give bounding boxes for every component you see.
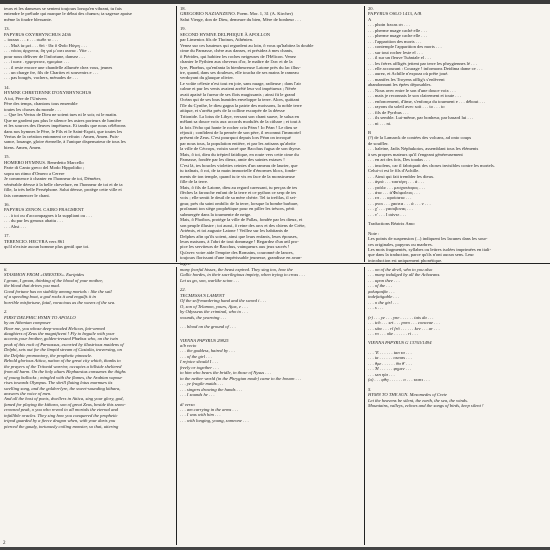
text-line: . . . ν' . . . Ι σάντε . . .: [368, 211, 407, 217]
text-line: . . . insolens, car il fabriquait des choses invisibles contre les mortels.: [368, 162, 495, 168]
text-line: . . . on of the devil, who to you also: [368, 267, 433, 272]
text-line: ces originales, papyrus ou marbres.: [368, 241, 433, 247]
text-line: 17.: [4, 233, 10, 239]
text-line: . . . Ahst . . .: [4, 223, 27, 229]
text-line: . . . du pur les genoux abattu . . .: [4, 218, 63, 224]
text-line: A: [368, 16, 372, 22]
text-line: . . . επ . . . αροίσατα . . .: [368, 195, 412, 201]
text-line: . . . pas bougés, vachers, ménades de . . .: [4, 75, 79, 81]
text-line: de souffler.: [368, 140, 389, 146]
text-line: Que ne gardent pas plus le silence les astres porteurs de lumière: [4, 117, 122, 123]
text-line: attique, et s'arrêta près de la colline escarpée de la déesse: [180, 108, 285, 114]
text-line: PAPYRUS ZENON. CAIRO FRAGMENT: [4, 207, 84, 213]
page-number: 2: [3, 541, 6, 546]
text-line: SECOND HYMNE DELPHIQUE À APOLLON: [180, 31, 271, 37]
text-line: . . . of the . . .: [368, 283, 393, 289]
text-line: Les points de suspension (...) indiquent les lacunes dans les sour-: [368, 236, 488, 242]
text-line: à ses propres mateurs qu'il t'engeant généreusement: [368, 151, 463, 157]
text-line: from all harm. On the holy altars Hephaestus consumes the thighs: [4, 369, 126, 375]
text-line: Les mots fragmentés, syllabes ou lettres isolées imprimées en itali-: [368, 247, 491, 253]
english-column-1: [4, 267, 174, 545]
text-line: to the nether world (in the Phrygian mode) came to the bosom . . .: [180, 375, 302, 381]
text-line: . . . I sounds he . . .: [180, 392, 215, 398]
text-line: . . . ni . . . ni.: [368, 120, 392, 126]
text-line: swelling song, and the golden-lyre, the sweet-sounding kithara,: [4, 385, 121, 391]
text-line: tre, quand, dans ses douleurs, elle toucha de ses mains le rameau: [180, 69, 299, 75]
text-line: 18.: [180, 6, 186, 11]
text-line: 22.: [180, 287, 186, 293]
text-line: PAPYRUS OSLO 1413, A/B: [368, 11, 422, 17]
text-line: . . . enfoncement, d'âme, s'enfonça du tourment e . . . débout . . .: [368, 98, 486, 104]
text-line: . . . singers drawing the hands . . .: [180, 386, 243, 392]
text-line: . . . with longing, young, someone . . .: [180, 417, 249, 423]
text-line: indefatigable . . .: [368, 294, 400, 300]
text-line: . . . ἰ κατε . ηρμηνευτε, ηφομίαε . . .: [4, 59, 70, 65]
text-line: daughters of Zeus the magnificent ! Fly to beguile with your: [4, 330, 115, 336]
text-line: réjouit ; confident de la pensée de son père, il reconnut l'immortel: [180, 129, 301, 135]
text-line: et les sources des fleuves impétueux. Et tandis que nous célébrons: [4, 123, 126, 129]
text-line: peak of this rock of Parnassus, escorted by illustrious maidens of: [4, 341, 124, 347]
text-line: Père des temps, chantons tous ensemble: [4, 101, 78, 107]
text-line: . . . ta . . . . . . oseιαs . . .: [368, 355, 412, 361]
text-line: . . . ρνοι . . . χασιτα . . . ά . . . ν . . .: [368, 200, 431, 206]
text-line: la fois l'écho qui hante le rocher cria Péan ! Io Péan ! Le dieu se: [180, 124, 298, 130]
text-line: crowned peak, o you who reveal to all mortals the eternal and: [4, 407, 118, 413]
text-line: Mais, ô toi, dieu du trépied fatidique, en route vers cette cime du: [180, 151, 299, 157]
text-line: I rejoice should I . . .: [180, 359, 219, 365]
text-line: . . . Ἡ . . . . . . φημεν . . .: [368, 366, 412, 372]
top-edge: [0, 0, 550, 4]
text-line: Mais, ô Phoibos, protège la ville de Pallas, fondée par les dieux, et: [180, 217, 303, 223]
text-line: . . . ye fragile maids . . .: [180, 381, 224, 387]
text-line: Behold glorious Attica, nation of the great city which, thanks to: [4, 358, 121, 364]
text-line: Let the heavens be silent, the earth, the sea, the winds.: [368, 397, 469, 403]
text-line: VIENNA PAPYRUS G 13763/1494: [368, 340, 432, 346]
text-line: . . . upon thee . . .: [368, 277, 400, 283]
text-line: Good fortune has no stability among mortals : like the sail: [4, 288, 112, 294]
text-line: . . . am carrying in the arms . . .: [180, 406, 239, 412]
text-line: biens. Amen, Amen.: [4, 144, 42, 150]
text-line: .. ioraaa . . . ε . . . σωθε τε . . .: [4, 37, 59, 43]
text-line: I groan, I groan, thinking of the blood of your mother,: [4, 277, 103, 283]
text-line: many fearful hisses, the beast expired. They sing too, how the: [180, 267, 293, 272]
text-line: cime du Parnasse, chère aux danses, et présidez à mes chants,: [180, 48, 294, 54]
text-line: Let us go, son, warlike scion . . .: [180, 277, 240, 283]
text-line: . . . en art des fois, Des toadas . . .: [368, 157, 430, 163]
text-line: . . . aurez, et Achille n'expoza où prête joué.: [368, 71, 449, 77]
text-line: the prayers of the Tritonid warrior, occupies a hillside sheltered: [4, 363, 122, 369]
text-line: . . . les frères affligés jettent par terre les phrygiennes lé . . .: [368, 60, 477, 66]
text-line: . . . tch . . . srt . . . poro . . . conceae . . .: [368, 320, 440, 326]
text-line: voix ; elle sentit le deuil de sa mère chérie. Tel ta trefilas, il sei-: [180, 195, 297, 201]
text-line: gnur, près du saint ombilic de la terre, lorsque la bombe barbare,: [180, 200, 299, 206]
text-line: toujours florissant d'une impérissable jeunesse, grandisse en avan-: [180, 255, 302, 261]
text-line: Mountains, valleys, echoes and the songs of birds, keep silent !: [368, 402, 484, 408]
text-line: d/ verso: [180, 401, 195, 407]
text-line: leurs maisons, à l'abri de tout dommage ! Regardez d'un œil pro-: [180, 239, 299, 245]
text-line: fille, la très belle Perséphone. Salut déesse, protège cette ville et: [4, 187, 122, 193]
text-line: calme et pur les vents avaient arrêté leur vol impétueux ; Nérée: [180, 86, 297, 92]
text-line: Celui-ci est le fils d'Achille.: [368, 168, 420, 174]
text-line: l'île du Cynthe, le dieu gagna la patrie des moissons, la noble terre: [180, 102, 302, 108]
text-line: Salut Vierge, don de Dieu, demeure du bien, Mère de bonheur . . .: [180, 16, 301, 22]
text-line: ments de ton temple, quand tu te vis en face de la monstrueuse: [180, 173, 295, 179]
text-line: B: [368, 129, 372, 135]
column-divider: [176, 6, 177, 262]
text-line: . . . χ' . . . γασυβονας . . .: [368, 206, 413, 212]
text-line: to him who bears the bridle, in those of Nysus . . .: [180, 370, 272, 376]
text-line: Vertus de la création entonnent ce refrain : Amen, Amen. Puis-: [4, 133, 120, 139]
text-line: rises towards Olympus. The shrill fluting lotus murmurs its: [4, 380, 113, 386]
text-line: tripod guarded by a fierce dragon when, with your darts you: [4, 418, 116, 424]
column-divider: [176, 267, 177, 545]
text-line: Parnasse, fondée par les dieux, amie des saintes extases !: [180, 157, 285, 163]
text-line: . . . l'apparition des morts . . .: [368, 38, 422, 44]
text-line: 2.: [4, 309, 8, 315]
text-line: Note :: [368, 230, 380, 236]
text-line: . . . s . . .: [368, 305, 384, 311]
text-line: introduction est uniquement phonétique.: [368, 257, 443, 263]
text-line: ô Piérides, qui habitez les roches neigeuses de l'Hélicon. Venez: [180, 53, 296, 59]
text-line: by Odysseus the criminal, who to . . .: [180, 309, 248, 315]
text-line: STASIMON FROM «ORESTES». Euripides: [4, 272, 85, 278]
text-line: profanant ton siège prophétique pour en piller les trésors, périt: [180, 206, 295, 212]
text-line: HYMNE CHRETIENNE D'OXYRHYNCHUS: [4, 90, 92, 96]
text-line: 20.: [368, 6, 374, 11]
text-line: Tritonide. La lotus de Libye, versant son chant suave, le salua en: [180, 113, 299, 119]
text-line: . . . o the girl . . .: [368, 299, 399, 305]
text-line: Gallic hordes, in their sacrilegious impiety, when trying to cross . . .: [180, 272, 306, 278]
text-line: HOMERO HYMNUS. Benedetto Marcello: [4, 159, 84, 165]
text-line: PAPYRUS OXYRHYNCHUS 2436: [4, 31, 71, 37]
text-line: . . . contemple l'apparition des morts . . .: [368, 44, 442, 50]
text-line: (a) . . . φθη . . . . . . ο . . . τκατι . . .: [368, 377, 430, 383]
text-line: O, son of Telamon, yours, Ajax, e . . .: [180, 303, 248, 309]
text-line: vénérable déesse à la belle chevelure, en l'honneur de toi et de ta: [4, 181, 123, 187]
text-line: of young bullocks ; mingled with the flames, the Arabian vapour: [4, 374, 123, 380]
text-line: freely or together . . .: [180, 364, 219, 370]
text-line: . . . blood on the ground of . . .: [180, 324, 236, 330]
text-line: (r) . . . ye . . . yne . . . . . . tais da . . .: [368, 314, 434, 320]
text-line: lyre, Phœbus, qu'enfanta la bienheureuse Latone près du lac illus-: [180, 64, 301, 70]
text-line: Qu'avec votre aide l'empire des Romains, couronné de lances,: [180, 249, 294, 255]
text-line: sopra un ritmo d'Omero a Cerere: [4, 170, 65, 176]
section-divider: [0, 263, 550, 264]
text-line: GREGORIO NAZIANZENO. Poem. Mor. 1, 31 (A. Kircher): [180, 11, 293, 17]
text-line: the Delphic promontory, the prophetic pinnacle.: [4, 352, 93, 358]
text-line: Of the self-murdering hand and the sword i . . .: [180, 298, 267, 304]
text-line: verdoyant du glauque olivier.: [180, 75, 234, 81]
text-line: flèches la farouche enfant de la terre et ce python ce serp de tes: [180, 189, 297, 195]
text-line: Artémis, et toi auguste Latone ! Veillez sur les habitants de: [180, 228, 289, 234]
text-line: pice les serviteurs de Bacchus, vainqueurs aux jeux sacrés !: [180, 244, 290, 250]
text-line: pierced the gaudy, tortuously coiling monster, so that, uttering: [4, 423, 119, 429]
text-line: . . . γσάλε . . . μεσχυπέαρος . . .: [368, 184, 426, 190]
text-line: 19.: [180, 26, 186, 32]
text-line: . . . phoin fracas στ . . .: [368, 22, 410, 28]
text-line: par nous tous, la population entière, et par les artisans qu'abrite: [180, 140, 296, 146]
text-line: HYMN TO THE SUN. Mesomedes of Crete: [368, 392, 447, 398]
text-line: fais commencer le chant.: [4, 192, 50, 198]
text-line: Traductions Béatrix Amo: [368, 221, 415, 227]
text-line: que dans la traduction, parce qu'ils n'ont aucun sens. Leur: [368, 252, 474, 258]
text-line: Le voûte céleste n'est tout en joie, sans nuage, radieuse ; dans l'air: [180, 80, 302, 86]
text-line: . . . Nous avec entre le son d'une douce voix . . .: [368, 87, 456, 93]
text-line: . . . il reste encore une chandelle allumée chez vous, jeunes: [4, 64, 113, 70]
text-line: la ville de Cécrops, voisin sacré que Bacchus fugua de son thyrse.: [180, 146, 302, 152]
text-line: . . . many indulged by all the Achaeans.: [368, 272, 441, 278]
text-line: 5.: [368, 386, 372, 392]
column-divider: [364, 6, 365, 262]
english-column-3: [368, 267, 546, 545]
english-column-2: [180, 267, 361, 545]
text-line: mêlant sa douce voix aux accords modulés de la cithare ; et tout à: [180, 119, 301, 125]
text-line: . . . the goddess, haired by . . .: [180, 348, 235, 354]
text-line: TECMESSA'S LAMENT: [180, 292, 225, 298]
text-line: tu traînais, ô roi, de ta main immortelle d'énormes blocs, fonde-: [180, 168, 297, 174]
text-line: son peuple illustre ; toi aussi, ô reine des arcs et des chiens de Crète,: [180, 222, 306, 228]
text-line: . . . il sur un fleuve Tuàntale el . . .: [368, 55, 431, 61]
text-line: 6.: [4, 267, 8, 272]
text-line: . . . manifes les Troyens afflig's s'enlèvent: [368, 76, 445, 82]
text-line: . . . of the girl . . .: [180, 353, 212, 359]
text-line: . . . άτα . . . ά'Φιόφαλτος . . .: [368, 189, 420, 195]
text-line: . . . ro . . . oke . . . . . . ri . . .: [368, 330, 419, 336]
text-line: C'est là, tes boucles violettes ceintes d'un rameau de laurier, que: [180, 162, 298, 168]
text-line: famed for playing the kithara, son of great Zeus, beside this snow-: [4, 401, 126, 407]
text-line: horrible misfortune, fatal, voracious as the waves of the sea.: [4, 299, 116, 305]
column-divider: [364, 267, 365, 545]
french-column-3: [368, 6, 546, 261]
text-line: Hear me, you whose deep-wooded Helicon, fair-armed: [4, 325, 105, 331]
text-line: VIENNA PAPYRUS 29825: [180, 337, 229, 343]
text-line: . . . Ainsi qui fait trembler les dieux.: [368, 173, 435, 179]
text-line: infallible oracles. They sing how you conquered the prophetic: [4, 412, 118, 418]
text-line: the blood that drives you mad.: [4, 283, 60, 289]
text-line: wounds, the yearning . . .: [180, 314, 227, 320]
text-line: . . . pherme nuage cache elle . . .: [368, 33, 428, 39]
text-line: même la foudre blessante.: [4, 16, 52, 22]
text-line: Océan qui de ses bras humides enveloppe la terre. Alors, quittant: [180, 97, 300, 103]
text-line: . . . sur tout rocher leste el . . .: [368, 49, 423, 55]
text-line: 13.: [4, 26, 10, 32]
text-line: . . . pherme nuage cachè elle . . .: [368, 27, 428, 33]
text-line: avait apaisé la fureur de ses flots mugissants ; ainsi fit le grand: [180, 91, 296, 97]
text-line: . . . θρε . . . . . . θα θ' . . .: [368, 360, 413, 366]
text-line: (?) de la Lamarck de contées des volcans, ad onto coups: [368, 135, 472, 141]
text-line: TERENCIO. HECYRA vers 861: [4, 238, 65, 244]
text-line: Je commence à chanter en l'honneur de toi, Déméter,: [4, 176, 102, 182]
text-line: by an Athenian composer: [4, 320, 51, 326]
text-line: . . . I was with him . . .: [180, 412, 221, 418]
text-line: . . . un charge fre, fils de Charites et souvenirs e . . .: [4, 69, 99, 75]
text-line: . . . mais je reconnais le son clairement et toute . . .: [368, 93, 461, 99]
text-line: par Limenios fils de Thoinos, Athénien.: [180, 37, 254, 43]
text-line: . . . fils de Pyrrhus . . .: [368, 109, 409, 115]
text-line: Mais, ô fils de Latone, dieu au regard caressant, tu perças de tes: [180, 184, 298, 190]
text-line: toutes les choses du monde . . .: [4, 106, 61, 112]
text-line: Delphes afin qu'ils soient, ainsi que leurs enfants, leurs épouses,: [180, 233, 298, 239]
text-line: abandonnant les épées déposables.: [368, 82, 432, 88]
text-line: entendre le prélude qui marque le début des chœurs; ta sagesse apaise: [4, 11, 132, 17]
text-line: ραλαμαιβα . . .: [368, 288, 395, 294]
text-line: answers the voice of men.: [4, 390, 52, 396]
text-line: Delphi, sets out for the limpid stream of Castalia, traversing, on: [4, 347, 122, 353]
text-line: of a speeding boat, a god rocks it and engulfs it in: [4, 294, 96, 300]
text-line: . . . elle accourant : Courage ! informons Deidima dame ce . . .: [368, 65, 483, 71]
text-line: . . . Μαλ ἰα μεί . . . θεὶ · ἴδε ὅ Φοῖο Ηὐγεγ . . .: [4, 42, 88, 48]
text-line: chanter le Pythien aux cheveux d'or, le maître de l'arc et de la: [180, 59, 293, 65]
text-line: submergée dans la tourmente de neige.: [180, 211, 252, 217]
text-line: . . . νόσος ἀρχοντα, ὅη γαί μ᾽αιτι αυνια . Vite . .: [4, 48, 92, 54]
text-line: qu'il n'existe aucun homme plus gentil que toi.: [4, 244, 90, 250]
text-line: a/b recto: [180, 342, 197, 348]
text-line: A toi, Père de l'Univers: [4, 95, 47, 101]
text-line: . . . sāw . . . rī frō . . . . . . kev . . . ar . . .: [368, 325, 440, 331]
text-line: And all the host of poets, dwellers in Attica, sing your glory, god,: [4, 396, 124, 402]
french-column-2: [180, 6, 361, 261]
text-line: pour nous délivrer de l'infortune, dansez . . .: [4, 53, 85, 59]
text-line: Venez sur ces hauteurs qui regardent au loin, ô vous qu'habitez la double: [180, 42, 314, 48]
text-line: accents your brother, golden-tressed Phœbus who, on the twin: [4, 336, 118, 342]
text-line: dans nos hymnes le Père, le Fils et le Saint-Esprit, que toutes les: [4, 128, 123, 134]
text-line: Parte di Canto greco del Modo Hippolidio ;: [4, 165, 84, 171]
text-line: . . . ils semble. Lui-même, par bonheur, par hasard lui . . .: [368, 115, 474, 121]
text-line: . . . haleine, Jadis Néphukotos, assemblant tous les éléments: [368, 146, 479, 152]
text-line: sance, louange, gloire éternelle, à l'unique dispensateur de tous les: [4, 139, 126, 145]
text-line: . . . sεn ηἰα . . .: [368, 371, 395, 377]
text-line: . . . Ἔ . . . . . . tan τα . . .: [368, 349, 412, 355]
text-line: . . . ἀγεά . . . ταστέρη . . . ά . . .: [368, 179, 425, 185]
text-line: FIRST DELPHIC HYMN TO APOLLO: [4, 314, 76, 320]
text-line: 15.: [4, 154, 10, 160]
text-line: présent de Zeus. C'est pourquoi depuis lors Péan on invoqué: [180, 135, 291, 141]
text-line: . . . rayons du soleil avec soit . . . to . . . to: [368, 104, 445, 110]
text-line: 16.: [4, 201, 10, 207]
french-column-1: [4, 6, 174, 261]
text-line: teurs et les danseurs se sentent toujours lorsqu'en vibrant, tu fais: [4, 6, 122, 11]
text-line: ... Que les Vertus de Dieu ne soient tues ni le soir, ni le matin.: [4, 112, 118, 118]
text-line: 14.: [4, 84, 10, 90]
text-line: fille de la terre.: [180, 179, 209, 185]
text-line: . . . à toi ou d'accompagnes à la suppliant ou . . .: [4, 212, 92, 218]
